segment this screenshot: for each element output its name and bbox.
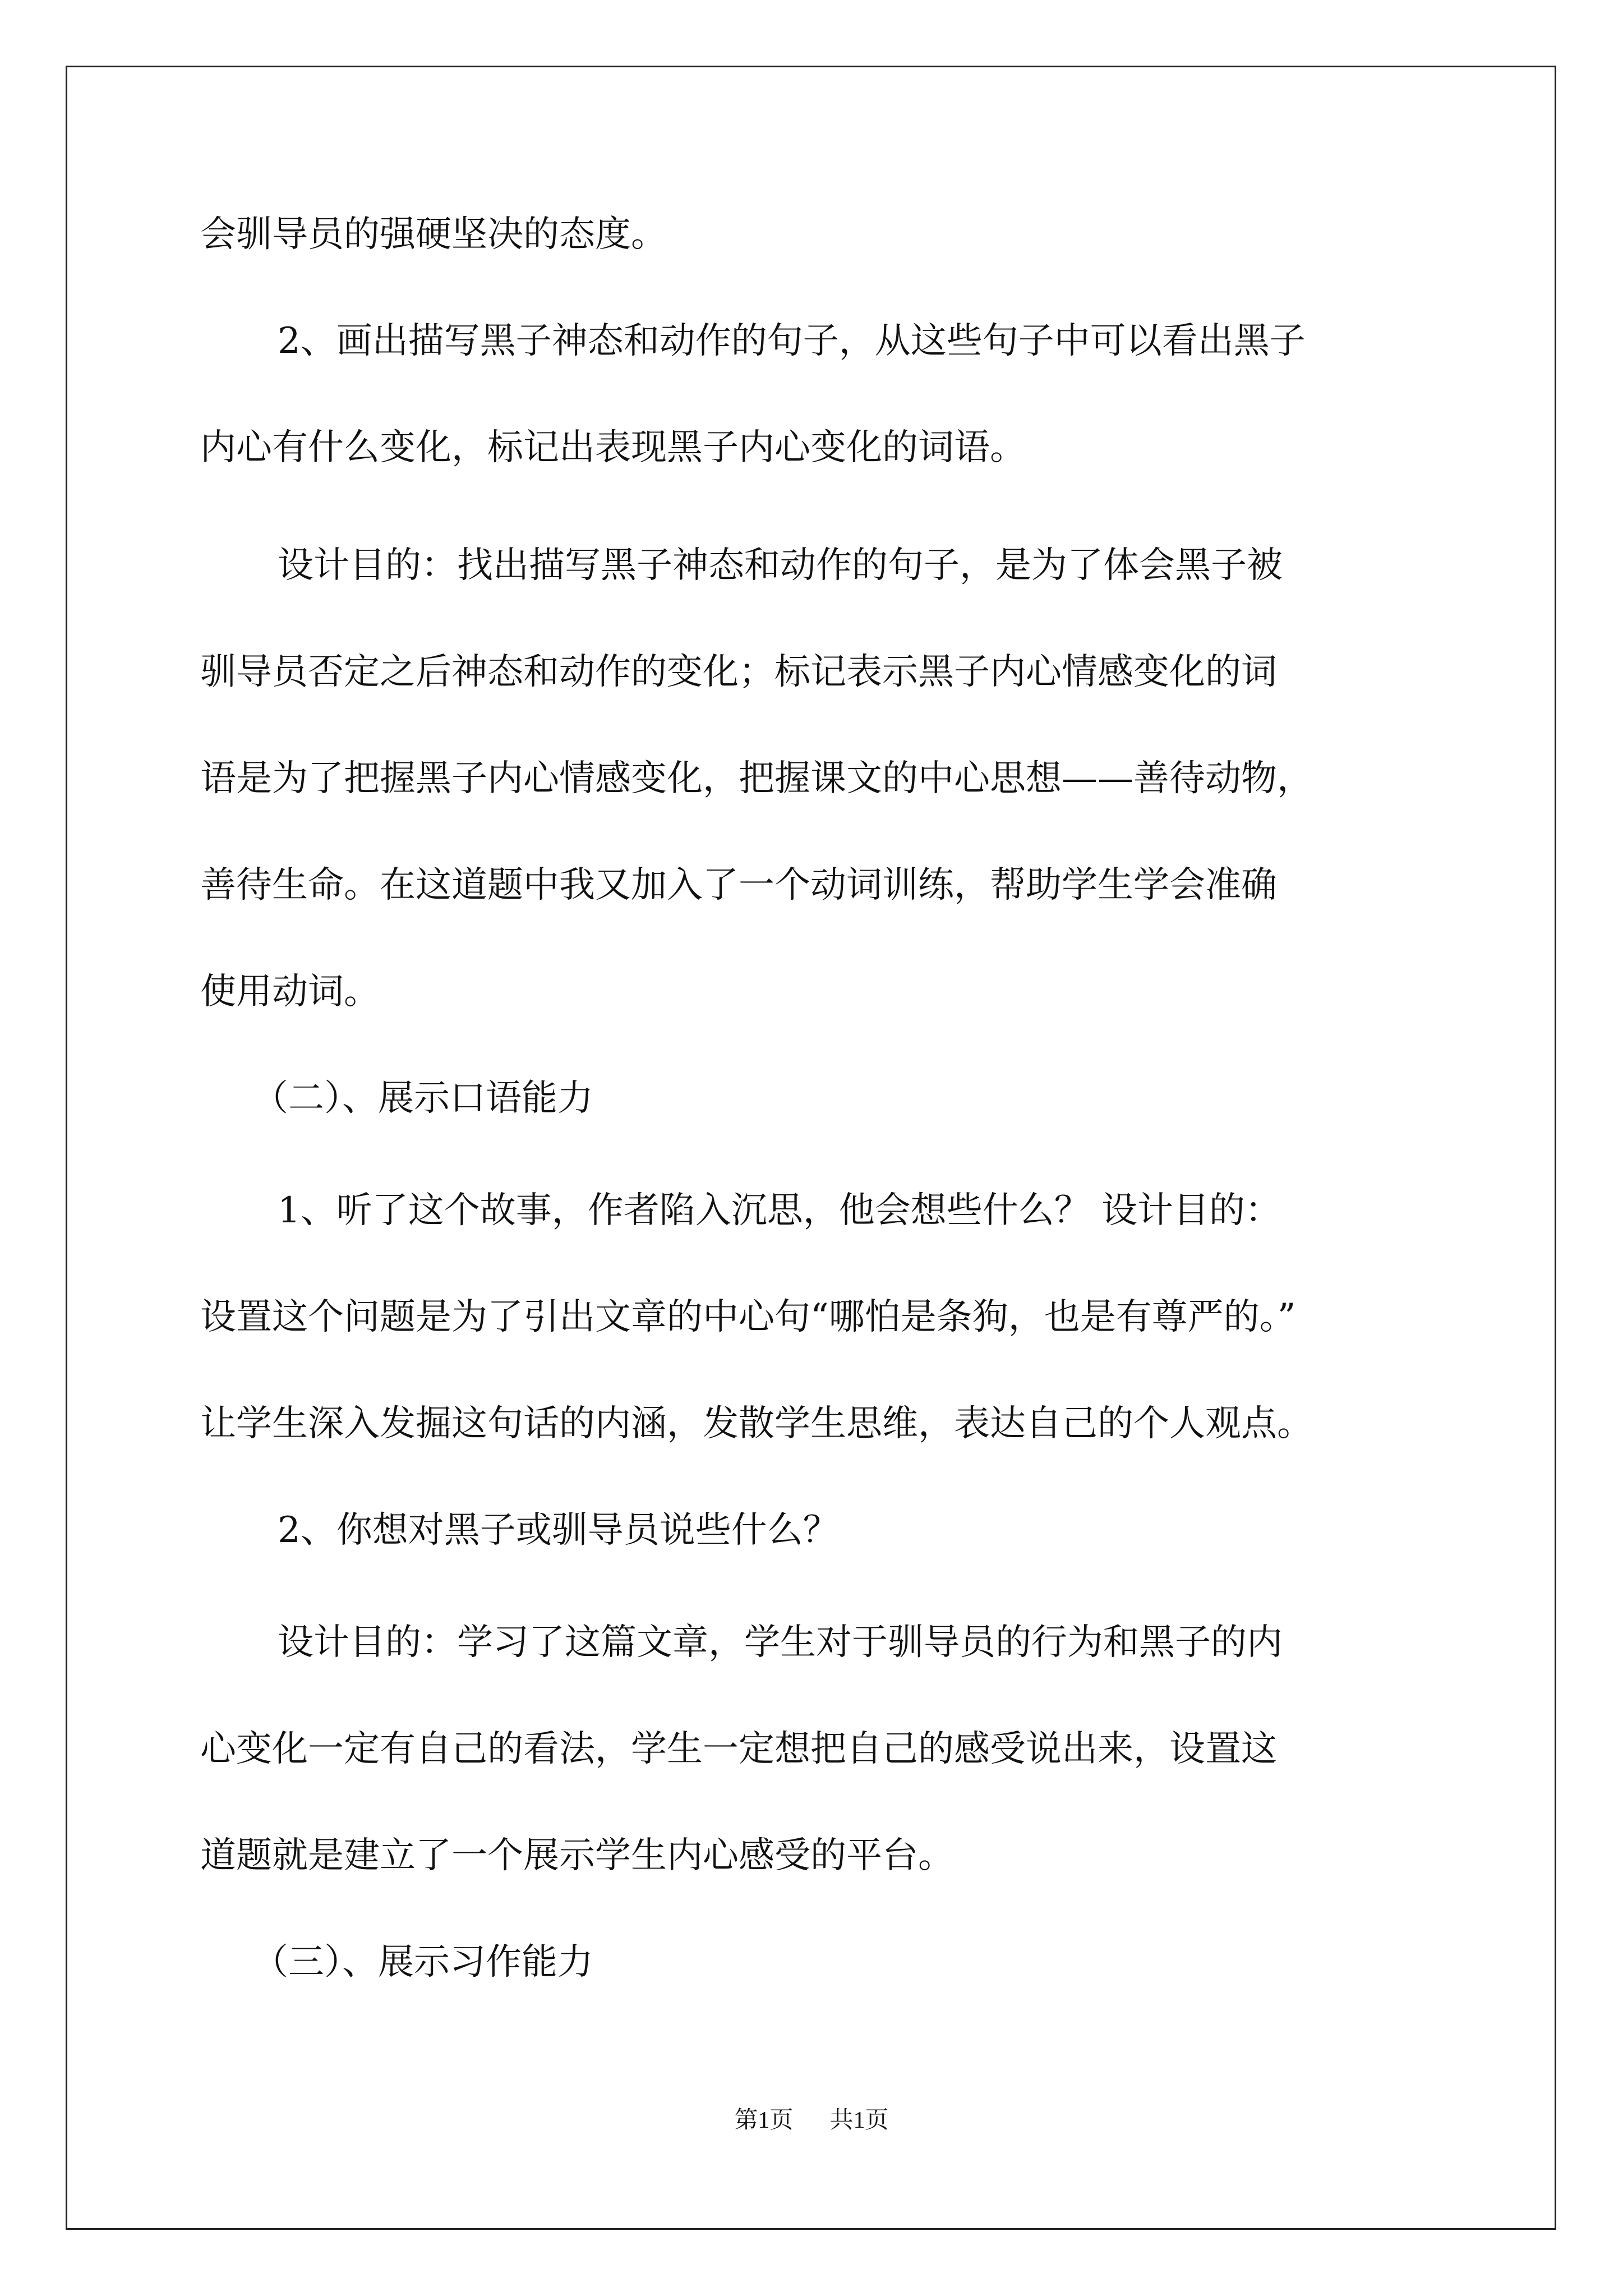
paragraph-line: 1、听了这个故事，作者陷入沉思，他会想些什么？ 设计目的：: [278, 1190, 1281, 1231]
paragraph-line: 使用动词。: [200, 971, 380, 1013]
paragraph-line: 2、你想对黑子或驯导员说些什么？: [278, 1510, 839, 1551]
paragraph-line: 道题就是建立了一个展示学生内心感受的平台。: [200, 1835, 954, 1876]
paragraph-line: 2、画出描写黑子神态和动作的句子，从这些句子中可以看出黑子: [278, 320, 1306, 362]
paragraph-line: 心变化一定有自己的看法，学生一定想把自己的感受说出来，设置这: [200, 1728, 1277, 1770]
paragraph-line: 设计目的：找出描写黑子神态和动作的句子，是为了体会黑子被: [278, 545, 1283, 586]
page-total: 共1页: [829, 2108, 889, 2133]
page-number: 第1页: [734, 2108, 794, 2133]
section-heading: （三）、展示习作能力: [252, 1941, 593, 1983]
section-heading: （二）、展示口语能力: [252, 1078, 593, 1119]
paragraph-line: 内心有什么变化，标记出表现黑子内心变化的词语。: [200, 427, 1026, 468]
paragraph-line: 让学生深入发掘这句话的内涵，发散学生思维，表达自己的个人观点。: [200, 1403, 1313, 1444]
paragraph-line: 语是为了把握黑子内心情感变化，把握课文的中心思想——善待动物，: [200, 758, 1313, 799]
paragraph-line: 设置这个问题是为了引出文章的中心句“哪怕是条狗，也是有尊严的。”: [200, 1296, 1296, 1338]
paragraph-line: 设计目的：学习了这篇文章，学生对于驯导员的行为和黑子的内: [278, 1622, 1283, 1663]
paragraph-line: 善待生命。在这道题中我又加入了一个动词训练，帮助学生学会准确: [200, 864, 1277, 906]
page-footer: [0, 2105, 1623, 2136]
paragraph-line: 会驯导员的强硬坚决的态度。: [200, 214, 667, 255]
paragraph-line: 驯导员否定之后神态和动作的变化；标记表示黑子内心情感变化的词: [200, 651, 1277, 693]
